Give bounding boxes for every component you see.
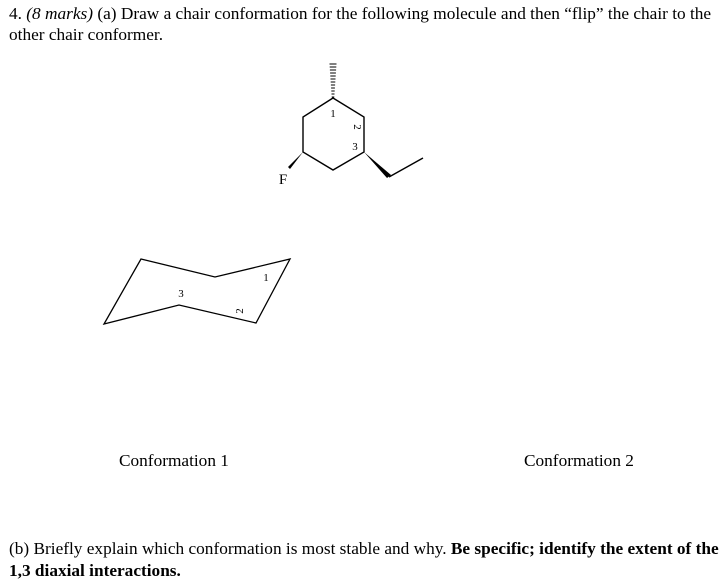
- wedge-bond-f: [288, 152, 303, 169]
- chair-atom-label-3: 3: [178, 288, 184, 300]
- wedge-bond-ethyl: [364, 152, 391, 178]
- fluorine-label: F: [278, 172, 288, 188]
- chair-conformation: [104, 259, 290, 324]
- part-b-emphasis: Be specific; identify the extent of the 1,3 diaxial interactions.: [9, 539, 719, 580]
- hashed-wedge-bond: [330, 64, 337, 97]
- conformation-1-label: Conformation 1: [119, 451, 229, 470]
- chair-atom-label-1: 1: [263, 272, 269, 284]
- part-a-text: Draw a chair conformation for the following molecule and then “flip” the chair to the other chair conformer.: [9, 4, 712, 44]
- molecule-atom-label-2: 2: [351, 124, 363, 130]
- molecule-atom-label-3: 3: [352, 141, 358, 153]
- question-marks: (8 marks): [26, 4, 94, 23]
- chair-atom-label-2: 2: [234, 308, 246, 314]
- part-b-label: (b): [9, 539, 30, 558]
- question-number: 4.: [9, 4, 22, 23]
- ethyl-bond: [389, 158, 423, 177]
- part-a-label: (a): [97, 4, 117, 23]
- conformation-2-label: Conformation 2: [524, 451, 634, 470]
- part-b-question: Briefly explain which conformation is most stable and why.: [33, 539, 447, 558]
- molecule-atom-label-1: 1: [330, 108, 336, 120]
- part-b-text: [9, 538, 719, 582]
